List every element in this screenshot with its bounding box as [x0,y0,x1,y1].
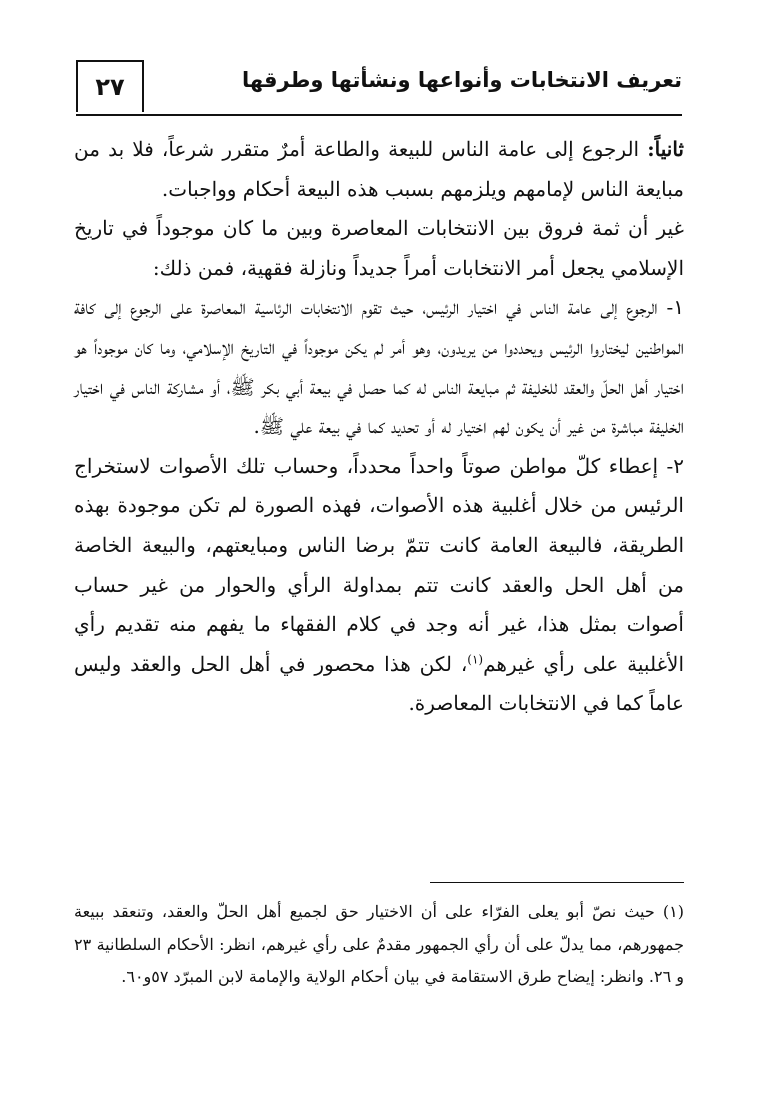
paragraph-4-tail: ، لكن هذا محصور في أهل الحل والعقد وليس عاماً كما في الانتخابات المعاصرة. [74,651,684,716]
paragraph-1 [74,130,684,209]
main-text [74,130,684,724]
paragraph-1-lead: ثانياً: [647,137,684,161]
page-number: ٢٧ [95,73,125,101]
footnote-1: (١) حيث نصّ أبو يعلى الفرّاء على أن الاختيار حق لجميع أهل الحلّ والعقد، وتنعقد ببيعة جمهورهم، مما يدلّ على أن رأي الجمهور مقدمٌ على رأي غيرهم، انظر: الأحكام السلطانية ٢٣ و ٢٦. وانظر: إيضاح طرق الاستقامة في بيان أحكام الولاية والإمامة لابن المبرّد ٥٧و٦٠. [74,902,684,986]
paragraph-3: ١- الرجوع إلى عامة الناس في اختيار الرئيس، حيث تقوم الانتخابات الرئاسية المعاصرة على الرجوع إلى كافة المواطنين ليختاروا الرئيس ويحددوا من يريدون، وهو أمر لم يكن موجوداً في التاريخ الإسلامي، وما كان موجوداً هو اختيار أهل الحلّ والعقد للخليفة ثم مبايعة الناس له كما حصل في بيعة أبي بكر ﷺ، أو مشاركة الناس في اختيار الخليفة مباشرة من غير أن يكون لهم اختيار له أو تحديد كما في بيعة علي ﷺ. [74,295,684,439]
paragraph-1-text: الرجوع إلى عامة الناس للبيعة والطاعة أمرٌ متقرر شرعاً، فلا بد من مبايعة الناس لإمامهم ويلزمهم بسبب هذه البيعة أحكام وواجبات. [74,137,684,201]
paragraph-4-main: ٢- إعطاء كلّ مواطن صوتاً واحداً محدداً، وحساب تلك الأصوات لاستخراج الرئيس من خلال أغلبية هذه الأصوات، فهذه الصورة لم تكن موجودة بهذه الطريقة، فالبيعة العامة كانت تتمّ برضا الناس ومبايعتهم، والبيعة الخاصة من أهل الحل والعقد كانت تتم بمداولة الرأي والحوار من غير حساب أصوات بمثل هذا، غير أنه وجد في كلام الفقهاء ما يفهم منه تقديم رأي الأغلبية على رأي غيرهم [74,453,684,676]
footnote-reference: (١) [467,652,484,667]
paragraph-2: غير أن ثمة فروق بين الانتخابات المعاصرة وبين ما كان موجوداً في تاريخ الإسلامي يجعل أمر الانتخابات أمراً جديداً ونازلة فقهية، فمن ذلك: [74,216,684,280]
paragraph-4 [74,447,684,724]
running-title: تعريف الانتخابات وأنواعها ونشأتها وطرقها [242,68,682,92]
page-number-box [76,60,144,112]
footnote-divider [430,882,684,883]
page-header [76,60,682,116]
footnotes [74,896,684,994]
